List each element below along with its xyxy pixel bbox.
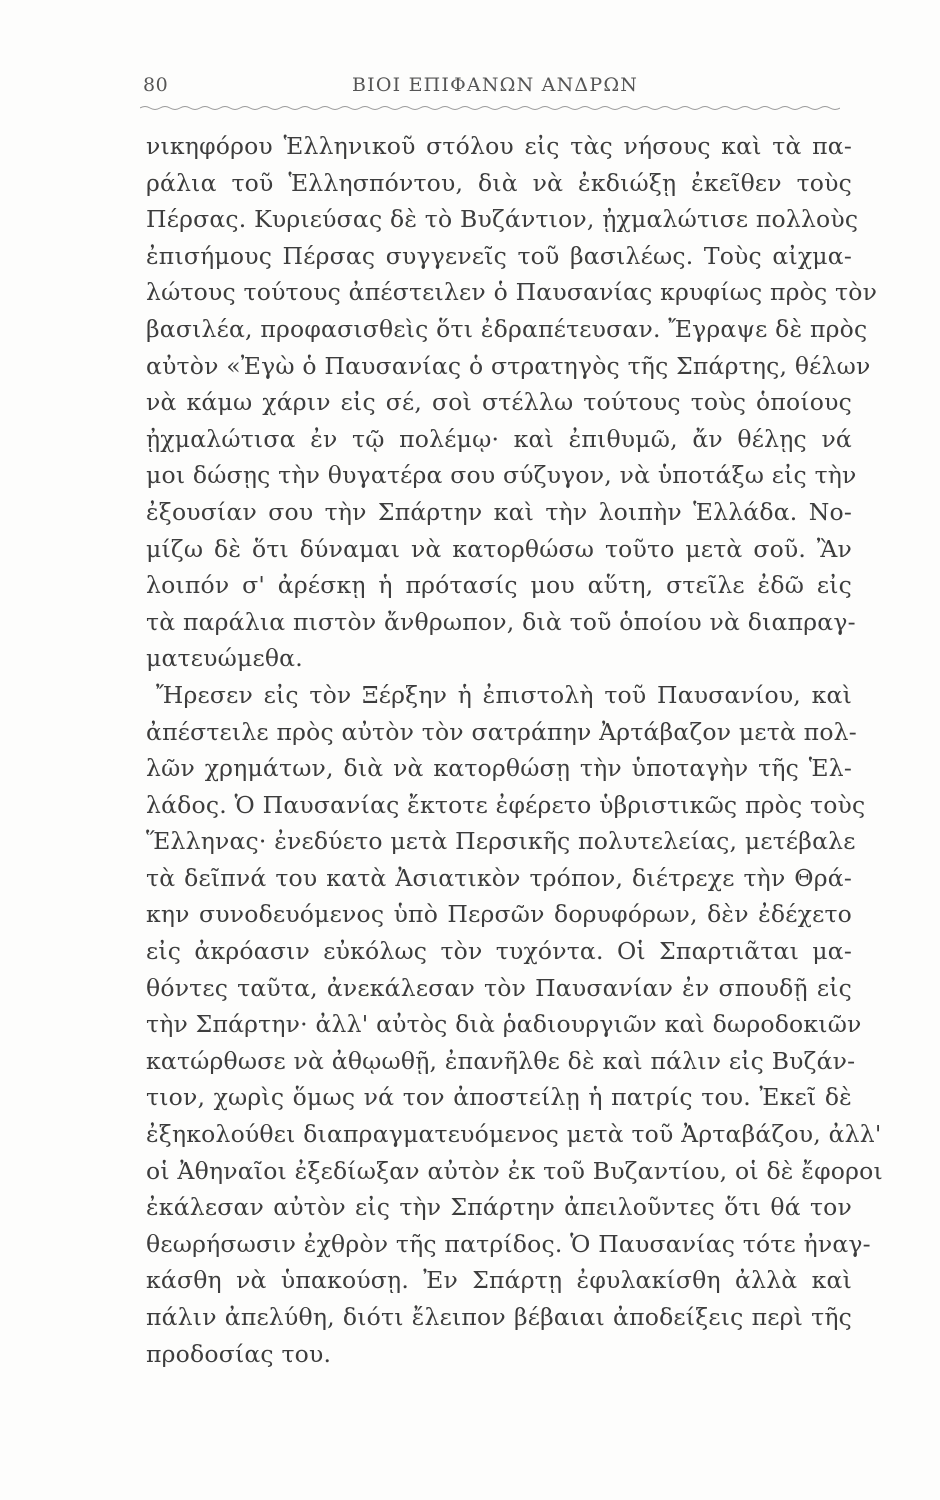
- text-line: λώτους τούτους ἀπέστειλεν ὁ Παυσανίας κρυφίως πρὸς τὸν: [146, 278, 878, 307]
- page-number: 80: [143, 74, 169, 96]
- running-title: ΒΙΟΙ ΕΠΙΦΑΝΩΝ ΑΝΔΡΩΝ: [352, 74, 639, 96]
- text-line: ἀπέστειλε πρὸς αὐτὸν τὸν σατράπην Ἀρτάβαζον μετὰ πολ-: [146, 717, 857, 746]
- text-line: ἐξηκολούθει διαπραγματευόμενος μετὰ τοῦ Ἀρταβάζου, ἀλλ': [146, 1120, 882, 1149]
- text-line: τιον, χωρὶς ὅμως νά τον ἀποστείλῃ ἡ πατρίς του. Ἐκεῖ δὲ: [146, 1083, 852, 1112]
- text-line: ἐξουσίαν σου τὴν Σπάρτην καὶ τὴν λοιπὴν Ἑλλάδα. Νο-: [146, 497, 852, 526]
- header-wavy-rule: [140, 104, 840, 112]
- text-line: τὰ δεῖπνά του κατὰ Ἀσιατικὸν τρόπον, διέτρεχε τὴν Θρά-: [146, 863, 852, 892]
- text-line: Ἕλληνας· ἐνεδύετο μετὰ Περσικῆς πολυτελείας, μετέβαλε: [146, 827, 856, 856]
- text-line: μοι δώσῃς τὴν θυγατέρα σου σύζυγον, νὰ ὑποτάξω εἰς τὴν: [146, 461, 857, 490]
- text-line: ράλια τοῦ Ἑλλησπόντου, διὰ νὰ ἐκδιώξῃ ἐκεῖθεν τοὺς: [146, 168, 852, 197]
- text-line: κην συνοδευόμενος ὑπὸ Περσῶν δορυφόρων, δὲν ἐδέχετο: [146, 900, 852, 929]
- text-line: ματευώμεθα.: [146, 644, 303, 673]
- text-line: τὴν Σπάρτην· ἀλλ' αὐτὸς διὰ ῥαδιουργιῶν καὶ δωροδοκιῶν: [146, 1010, 862, 1039]
- text-line: λάδος. Ὁ Παυσανίας ἔκτοτε ἐφέρετο ὑβριστικῶς πρὸς τοὺς: [146, 790, 866, 819]
- text-line: κάσθη νὰ ὑπακούσῃ. Ἐν Σπάρτῃ ἐφυλακίσθη ἀλλὰ καὶ: [146, 1266, 852, 1295]
- text-line: ᾐχμαλώτισα ἐν τῷ πολέμῳ· καὶ ἐπιθυμῶ, ἄν θέλῃς νά: [146, 424, 852, 453]
- text-line: αὐτὸν «Ἐγὼ ὁ Παυσανίας ὁ στρατηγὸς τῆς Σπάρτης, θέλων: [146, 351, 871, 380]
- text-line: Πέρσας. Κυριεύσας δὲ τὸ Βυζάντιον, ᾐχμαλώτισε πολλοὺς: [146, 205, 859, 234]
- text-line: θόντες ταῦτα, ἀνεκάλεσαν τὸν Παυσανίαν ἐν σπουδῇ εἰς: [146, 973, 852, 1002]
- text-line: νὰ κάμω χάριν εἰς σέ, σοὶ στέλλω τούτους τοὺς ὁποίους: [146, 388, 852, 417]
- text-line: μίζω δὲ ὅτι δύναμαι νὰ κατορθώσω τοῦτο μετὰ σοῦ. Ἂν: [146, 534, 852, 563]
- text-line: κατώρθωσε νὰ ἀθῳωθῇ, ἐπανῆλθε δὲ καὶ πάλιν εἰς Βυζάν-: [146, 1046, 856, 1075]
- text-line: πάλιν ἀπελύθη, διότι ἔλειπον βέβαιαι ἀποδείξεις περὶ τῆς: [146, 1303, 852, 1331]
- text-line: βασιλέα, προφασισθεὶς ὅτι ἐδραπέτευσαν. Ἔγραψε δὲ πρὸς: [146, 314, 868, 343]
- text-line: τὰ παράλια πιστὸν ἄνθρωπον, διὰ τοῦ ὁποίου νὰ διαπραγ-: [146, 607, 856, 636]
- text-line: θεωρήσωσιν ἐχθρὸν τῆς πατρίδος. Ὁ Παυσανίας τότε ἠναγ-: [146, 1229, 871, 1258]
- text-line: Ἤρεσεν εἰς τὸν Ξέρξην ἡ ἐπιστολὴ τοῦ Παυσανίου, καὶ: [156, 680, 852, 709]
- body-text: [146, 128, 883, 1372]
- text-line: προδοσίας του.: [146, 1339, 332, 1368]
- text-line: οἱ Ἀθηναῖοι ἐξεδίωξαν αὐτὸν ἐκ τοῦ Βυζαντίου, οἱ δὲ ἔφοροι: [146, 1156, 883, 1185]
- text-line: νικηφόρου Ἑλληνικοῦ στόλου εἰς τὰς νήσους καὶ τὰ πα-: [146, 132, 852, 160]
- text-line: ἐκάλεσαν αὐτὸν εἰς τὴν Σπάρτην ἀπειλοῦντες ὅτι θά τον: [146, 1193, 852, 1222]
- text-line: λοιπόν σ' ἀρέσκῃ ἡ πρότασίς μου αὕτη, στεῖλε ἐδῶ εἰς: [146, 571, 852, 600]
- text-line: ἐπισήμους Πέρσας συγγενεῖς τοῦ βασιλέως. Τοὺς αἰχμα-: [146, 241, 852, 270]
- page-header: [140, 74, 850, 102]
- text-line: λῶν χρημάτων, διὰ νὰ κατορθώσῃ τὴν ὑποταγὴν τῆς Ἑλ-: [146, 754, 852, 783]
- text-line: εἰς ἀκρόασιν εὐκόλως τὸν τυχόντα. Οἱ Σπαρτιᾶται μα-: [146, 937, 852, 966]
